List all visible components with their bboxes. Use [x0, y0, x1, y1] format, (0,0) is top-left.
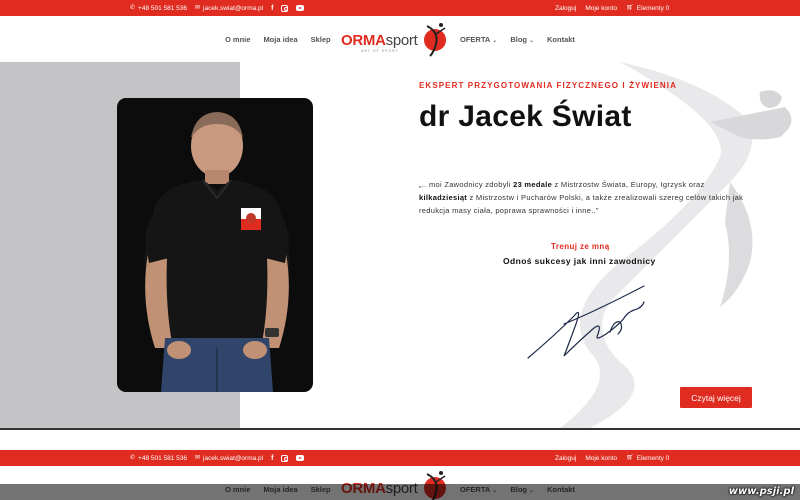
- chevron-down-icon: ⌄: [528, 37, 535, 44]
- nav-item-contact[interactable]: Kontakt: [547, 34, 575, 44]
- main-nav: [0, 16, 800, 62]
- email-link[interactable]: ✉ jacek.swiat@orma.pl: [195, 454, 264, 462]
- nav-item-blog[interactable]: Blog ⌄: [510, 34, 535, 44]
- facebook-icon[interactable]: f: [271, 4, 274, 12]
- cart-link[interactable]: 🛒︎ Elementy 0: [626, 4, 670, 12]
- nav-item-offer[interactable]: OFERTA ⌄: [460, 34, 498, 44]
- read-more-button[interactable]: Czytaj więcej: [680, 387, 752, 408]
- watermark: www.psji.pl: [728, 486, 794, 497]
- hero-quote: „.. moi Zawodnicy zdobyli 23 medale z Mistrzostw Świata, Europy, Igrzysk oraz kilkadziesiąt z Mistrzostw i Pucharów Polski, a także zrealizowali szereg celów takich jak redukcja masy ciała, poprawa sprawności i inne..”: [419, 180, 744, 215]
- nav-item-about[interactable]: O mnie: [225, 34, 251, 44]
- account-link[interactable]: Moje konto: [585, 4, 618, 12]
- top-bar: [0, 0, 800, 16]
- cart-icon: 🛒︎: [626, 5, 634, 11]
- dark-overlay-strip: [0, 484, 800, 500]
- instagram-icon[interactable]: [281, 455, 288, 462]
- phone-icon: ✆: [130, 5, 136, 11]
- youtube-icon[interactable]: [296, 455, 304, 461]
- hero-title: dr Jacek Świat: [419, 100, 632, 133]
- cta-eyebrow: Trenuj ze mną: [551, 242, 610, 251]
- hero-eyebrow: EKSPERT PRZYGOTOWANIA FIZYCZNEGO I ŻYWIENIA: [419, 81, 677, 90]
- nav-item-shop[interactable]: Sklep: [310, 34, 331, 44]
- phone-icon: ✆: [130, 455, 136, 461]
- hero-section: [0, 62, 800, 428]
- logo-orma: ORMA: [341, 32, 386, 49]
- chevron-down-icon: ⌄: [492, 37, 498, 44]
- youtube-icon[interactable]: [296, 5, 304, 11]
- logo-runner-icon: [421, 22, 449, 58]
- top-bar-repeat: [0, 450, 800, 466]
- phone-link[interactable]: ✆ +48 501 581 536: [130, 454, 188, 462]
- logo-tagline: ART OF SPORT: [361, 49, 399, 53]
- portrait-photo: [117, 98, 313, 392]
- email-link[interactable]: ✉ jacek.swiat@orma.pl: [195, 4, 264, 12]
- mail-icon: ✉: [195, 5, 201, 11]
- phone-link[interactable]: ✆ +48 501 581 536: [130, 4, 188, 12]
- facebook-icon[interactable]: f: [271, 454, 274, 462]
- instagram-icon[interactable]: [281, 5, 288, 12]
- cta-subtitle: Odnoś sukcesy jak inni zawodnicy: [503, 256, 656, 266]
- cart-link[interactable]: 🛒︎ Elementy 0: [626, 454, 670, 462]
- login-link[interactable]: Zaloguj: [555, 4, 577, 12]
- login-link[interactable]: Zaloguj: [555, 454, 577, 462]
- signature-graphic: [524, 276, 654, 366]
- site-logo[interactable]: [341, 22, 451, 58]
- nav-item-idea[interactable]: Moja idea: [263, 34, 298, 44]
- account-link[interactable]: Moje konto: [585, 454, 618, 462]
- mail-icon: ✉: [195, 455, 201, 461]
- cart-icon: 🛒︎: [626, 455, 634, 461]
- logo-sport: sport: [385, 32, 418, 49]
